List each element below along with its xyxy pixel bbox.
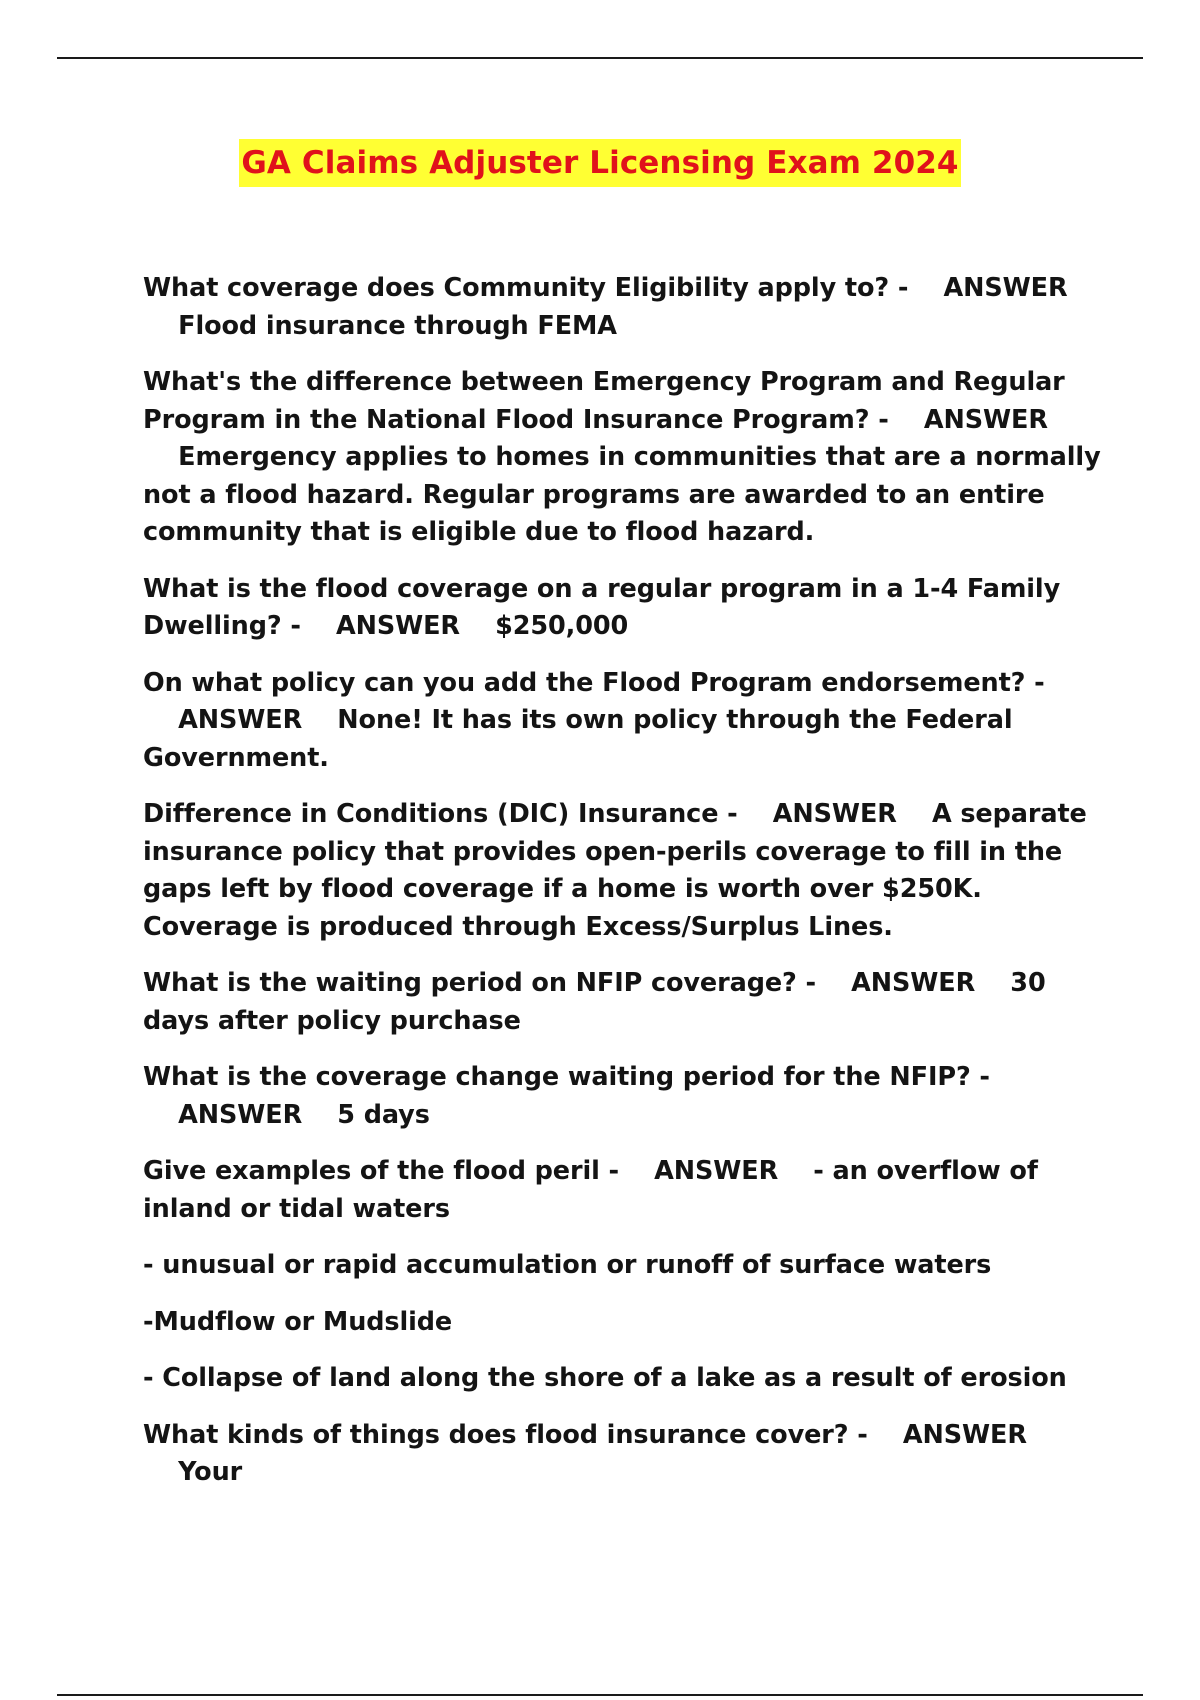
qa-content xyxy=(143,270,1105,1511)
question-text: What kinds of things does flood insurance cover? - xyxy=(143,1419,868,1450)
list-line: - unusual or rapid accumulation or runoff of surface waters xyxy=(143,1250,992,1280)
list-line: -Mudflow or Mudslide xyxy=(143,1306,453,1337)
answer-label: ANSWER xyxy=(902,1419,1027,1450)
question-text: Difference in Conditions (DIC) Insurance - xyxy=(143,799,738,829)
answer-text: 30 days after policy purchase xyxy=(143,968,1046,1036)
qa-item-flood-coverage-amount xyxy=(143,571,1105,646)
question-text: Give examples of the flood peril - xyxy=(143,1156,620,1186)
answer-label: ANSWER xyxy=(178,1099,303,1130)
answer-label: ANSWER xyxy=(772,799,897,829)
answer-label: ANSWER xyxy=(943,273,1068,303)
top-rule xyxy=(57,57,1143,59)
answer-text: Flood insurance through FEMA xyxy=(178,310,617,341)
qa-item-flood-insurance-cover xyxy=(143,1417,1105,1492)
qa-item-community-eligibility xyxy=(143,270,1105,345)
qa-item-flood-endorsement xyxy=(143,665,1105,778)
qa-item-dic-insurance xyxy=(143,796,1105,946)
qa-item-emergency-vs-regular xyxy=(143,364,1105,552)
answer-text: None! It has its own policy through the Federal Government. xyxy=(143,705,1013,773)
question-text: On what policy can you add the Flood Program endorsement? - xyxy=(143,667,1045,698)
bottom-rule xyxy=(57,1694,1143,1696)
answer-text: 5 days xyxy=(337,1099,430,1130)
answer-text: A separate insurance policy that provides open-perils coverage to fill in the gaps left by flood coverage if a home is worth over $250K. Coverage is produced through Excess/Surplus Lines. xyxy=(143,799,1087,942)
qa-item-flood-peril-examples xyxy=(143,1153,1105,1228)
answer-text: - an overflow of inland or tidal waters xyxy=(143,1156,1038,1224)
answer-label: ANSWER xyxy=(335,611,460,641)
answer-label: ANSWER xyxy=(178,705,303,735)
qa-item-nfip-waiting-period xyxy=(143,965,1105,1040)
question-text: What is the coverage change waiting period for the NFIP? - xyxy=(143,1062,990,1092)
qa-item-coverage-change-waiting xyxy=(143,1059,1105,1134)
question-text: What is the waiting period on NFIP coverage? - xyxy=(143,968,817,998)
answer-label: ANSWER xyxy=(923,404,1048,435)
title-wrap xyxy=(0,139,1200,187)
list-line: - Collapse of land along the shore of a lake as a result of erosion xyxy=(143,1363,1067,1393)
answer-label: ANSWER xyxy=(851,968,976,998)
answer-label: ANSWER xyxy=(654,1156,779,1186)
answer-text: $250,000 xyxy=(495,611,629,641)
answer-text: Emergency applies to homes in communities that are a normally not a flood hazard. Regular programs are awarded to an entire community that is eligible due to flood hazard. xyxy=(143,442,1101,547)
answer-text: Your xyxy=(178,1457,243,1487)
question-text: What's the difference between Emergency Program and Regular Program in the National Flood Insurance Program? - xyxy=(143,367,1065,435)
page-title: GA Claims Adjuster Licensing Exam 2024 xyxy=(239,139,960,187)
question-text: What is the flood coverage on a regular program in a 1-4 Family Dwelling? - xyxy=(143,573,1061,641)
question-text: What coverage does Community Eligibility apply to? - xyxy=(143,273,909,303)
